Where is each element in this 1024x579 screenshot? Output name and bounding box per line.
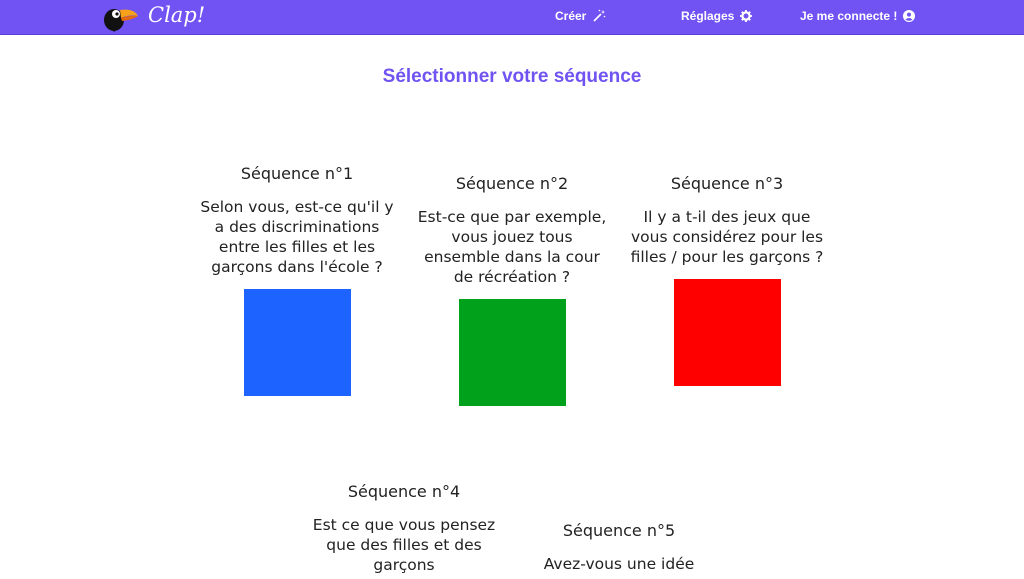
sequence-color-swatch[interactable] (674, 279, 781, 386)
sequence-question: Est-ce que par exemple, vous jouez tous ensemble dans la cour de récréation ? (417, 208, 607, 286)
top-navbar (0, 0, 1024, 35)
sequence-title: Séquence n°3 (670, 174, 784, 193)
toucan-logo[interactable] (100, 2, 140, 32)
sequence-title: Séquence n°4 (347, 482, 461, 501)
nav-settings-link[interactable] (681, 9, 752, 23)
magic-wand-icon (592, 9, 606, 23)
nav-create-label: Créer (555, 9, 587, 23)
sequence-color-swatch[interactable] (244, 289, 351, 396)
sequence-card-5[interactable] (519, 521, 719, 574)
nav-login-label: Je me connecte ! (800, 9, 898, 23)
page-title: Sélectionner votre séquence (382, 66, 642, 87)
sequence-card-4[interactable] (304, 482, 504, 575)
sequence-question: Avez-vous une idée (543, 555, 695, 573)
sequence-title: Séquence n°5 (562, 521, 676, 540)
gear-icon (740, 10, 752, 22)
nav-login-link[interactable] (800, 9, 915, 23)
sequence-card-3[interactable] (627, 174, 827, 386)
nav-create-link[interactable] (555, 9, 606, 23)
user-circle-icon (903, 10, 915, 22)
sequence-title: Séquence n°2 (455, 174, 569, 193)
sequence-question: Selon vous, est-ce qu'il y a des discriminations entre les filles et les garçons dans l'école ? (200, 198, 394, 276)
sequence-card-1[interactable] (197, 164, 397, 396)
sequence-color-swatch[interactable] (459, 299, 566, 406)
sequence-title: Séquence n°1 (240, 164, 354, 183)
brand-name[interactable]: Clap! (148, 3, 206, 27)
nav-settings-label: Réglages (681, 9, 735, 23)
sequence-card-2[interactable] (412, 174, 612, 406)
sequence-question: Il y a t-il des jeux que vous considérez pour les filles / pour les garçons ? (630, 208, 824, 266)
sequence-question: Est ce que vous pensez que des filles et des garçons (312, 516, 496, 574)
